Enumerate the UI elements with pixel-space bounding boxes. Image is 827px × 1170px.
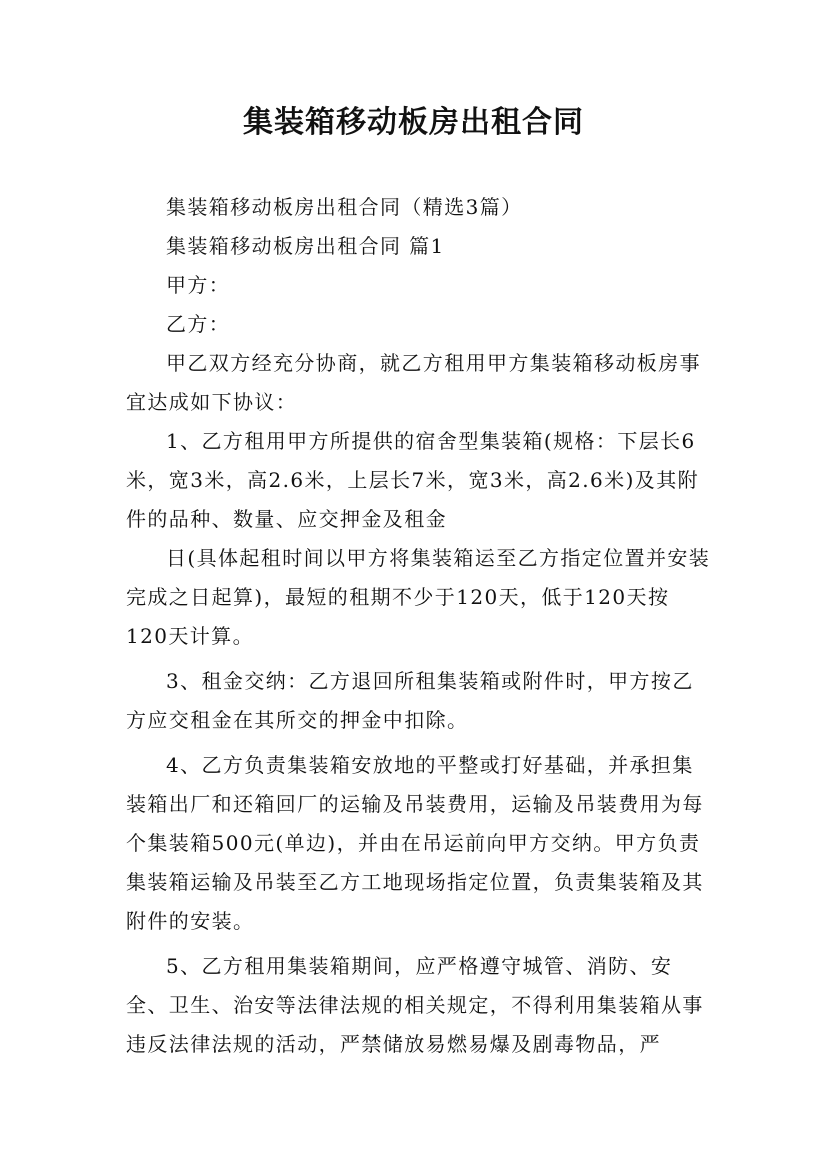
paragraph-clause-2-fragment: 日(具体起租时间以甲方将集装箱运至乙方指定位置并安装完成之日起算)，最短的租期不少于120天，低于120天按120天计算。 [126,546,711,648]
document-body [126,188,711,1064]
document-title: 集装箱移动板房出租合同 [243,105,584,140]
paragraph-clause-4: 4、乙方负责集装箱安放地的平整或打好基础，并承担集装箱出厂和还箱回厂的运输及吊装费用，运输及吊装费用为每个集装箱500元(单边)，并由在吊运前向甲方交纳。甲方负责集装箱运输及吊装至乙方工地现场指定位置，负责集装箱及其附件的安装。 [126,753,704,933]
paragraph-party-b: 乙方： [166,312,231,336]
paragraph-intro: 甲乙双方经充分协商，就乙方租用甲方集装箱移动板房事宜达成如下协议： [126,351,701,414]
paragraph-section-heading: 集装箱移动板房出租合同 篇1 [166,234,445,258]
paragraph-clause-5: 5、乙方租用集装箱期间，应严格遵守城管、消防、安全、卫生、治安等法律法规的相关规定，不得利用集装箱从事违反法律法规的活动，严禁储放易燃易爆及剧毒物品，严 [126,954,704,1056]
paragraph-party-a: 甲方： [166,273,231,297]
paragraph-clause-1: 1、乙方租用甲方所提供的宿舍型集装箱(规格：下层长6米，宽3米，高2.6米，上层长7米，宽3米，高2.6米)及其附件的品种、数量、应交押金及租金 [126,429,699,531]
paragraph-clause-3: 3、租金交纳：乙方退回所租集装箱或附件时，甲方按乙方应交租金在其所交的押金中扣除。 [126,669,694,732]
paragraph-subtitle: 集装箱移动板房出租合同（精选3篇） [166,195,523,219]
